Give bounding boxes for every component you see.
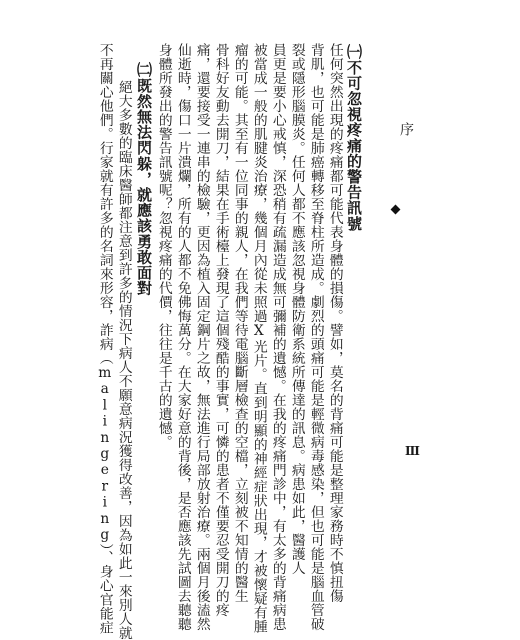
text-column: 瘤的可能。其至有一位同事的親人，在我們等待電腦斷層檢查的空檔，立刻被不知情的醫生 [231, 43, 248, 603]
text-column: 身體所發出的警告訊號呢？忽視疼痛的代價，往往是千古的遺憾。 [155, 43, 172, 449]
text-column: 仙逝時，傷口一片潰爛，所有的人都不免佛悔萬分。在大家好意的背後，是否應該先試圖去聽聽 [174, 43, 191, 631]
text-column: 背肌，也可能是肺癌轉移至脊柱所造成。劇烈的頭痛可能是輕微病毒感染，但也可能是腦血管破 [307, 43, 324, 631]
page-number: III [405, 444, 419, 458]
text-column: 絕大多數的臨床醫師都注意到許多的情況下病人不願意病況獲得改善，因為如此一來別人就 [115, 80, 132, 640]
text-column: 骨科好友動去開刀，結果在手術檯上發現了這個殘酷的事實，可憐的患者不僅要忍受開刀的疼 [212, 43, 229, 617]
section-heading-2: ㈡既然無法閃躲，就應該勇敢面對 [135, 62, 153, 296]
text-column: 員更是要小心戒慎，深恐稍有疏漏造成無可彌補的遺憾。在我的疼痛門診中，有太多的背痛病患 [269, 43, 286, 631]
diamond-ornament-icon [391, 205, 401, 215]
section-heading-1: ㈠不可忽視疼痛的警告訊號 [345, 44, 363, 232]
section-label: 序 [398, 122, 414, 136]
text-column: 痛，還要接受一連串的檢驗，更因為植入固定鋼片之故，無法進行局部放射治療。兩個月後溘然 [193, 43, 210, 631]
text-column: 不再關心他們。行家就有許多的名詞來形容，詐病（malingering）、身心官能症 [96, 43, 113, 635]
text-column: 裂或隱形腦膜炎。任何人都不應該忽視身體防衛系統所傳達的訊息。病患如此，醫護人 [288, 43, 305, 575]
text-column: 任何突然出現的疼痛都可能代表身體的損傷。譬如，莫名的背痛可能是整理家務時不慎扭傷 [326, 43, 343, 603]
text-column: 被當成一般的肌腱炎治療，幾個月內從未照過X光片。直到明顯的神經症狀出現，才被懷疑有腫 [250, 43, 267, 634]
